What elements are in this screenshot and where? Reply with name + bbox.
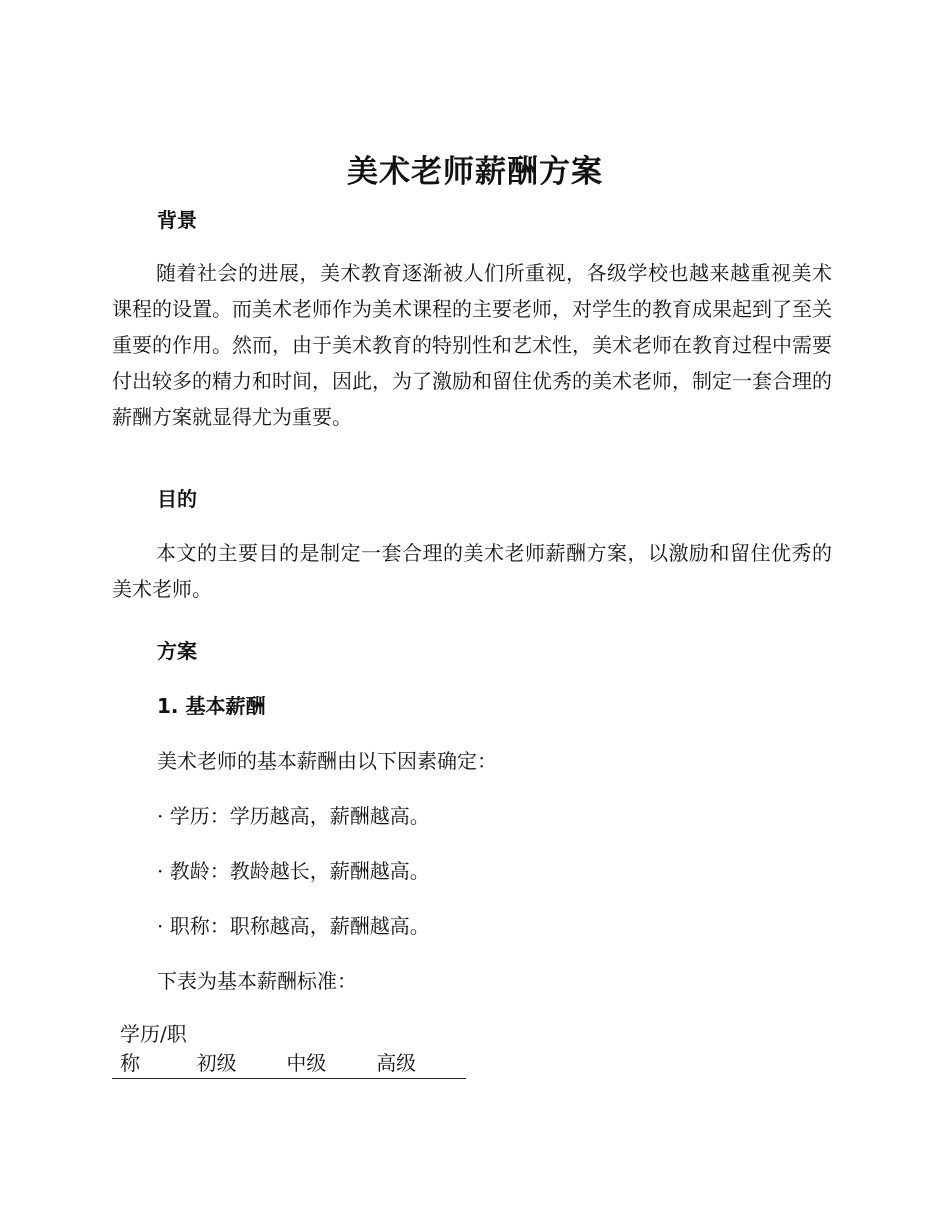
subheading-basic-salary: 1. 基本薪酬 <box>157 694 266 718</box>
table-header-cell: 初级 <box>196 1051 237 1075</box>
table-header-cell: 学历/职称 <box>120 1022 187 1075</box>
bullet-title-rank: · 职称：职称越高，薪酬越高。 <box>157 914 430 938</box>
paragraph-background: 随着社会的进展，美术教育逐渐被人们所重视，各级学校也越来越重视美术课程的设置。而美术老师作为美术课程的主要老师，对学生的教育成果起到了至关重要的作用。然而，由于美术教育的特别性和艺术性，美术老师在教育过程中需要付出较多的精力和时间，因此，为了激励和留住优秀的美术老师，制定一套合理的薪酬方案就显得尤为重要。 <box>112 261 832 429</box>
paragraph-purpose: 本文的主要目的是制定一套合理的美术老师薪酬方案，以激励和留住优秀的美术老师。 <box>112 541 832 601</box>
document-title: 美术老师薪酬方案 <box>347 154 603 190</box>
heading-plan: 方案 <box>157 639 197 663</box>
table-header-row <box>112 1020 466 1078</box>
bullet-education: · 学历：学历越高，薪酬越高。 <box>157 804 430 828</box>
heading-background: 背景 <box>157 208 197 232</box>
salary-table <box>112 1020 466 1079</box>
table-header-cell: 高级 <box>376 1051 417 1075</box>
table-header-cell: 中级 <box>286 1051 327 1075</box>
heading-purpose: 目的 <box>157 487 197 511</box>
bullet-teaching-years: · 教龄：教龄越长，薪酬越高。 <box>157 859 430 883</box>
table-intro: 下表为基本薪酬标准： <box>157 969 357 993</box>
basic-salary-intro: 美术老师的基本薪酬由以下因素确定： <box>157 749 497 773</box>
